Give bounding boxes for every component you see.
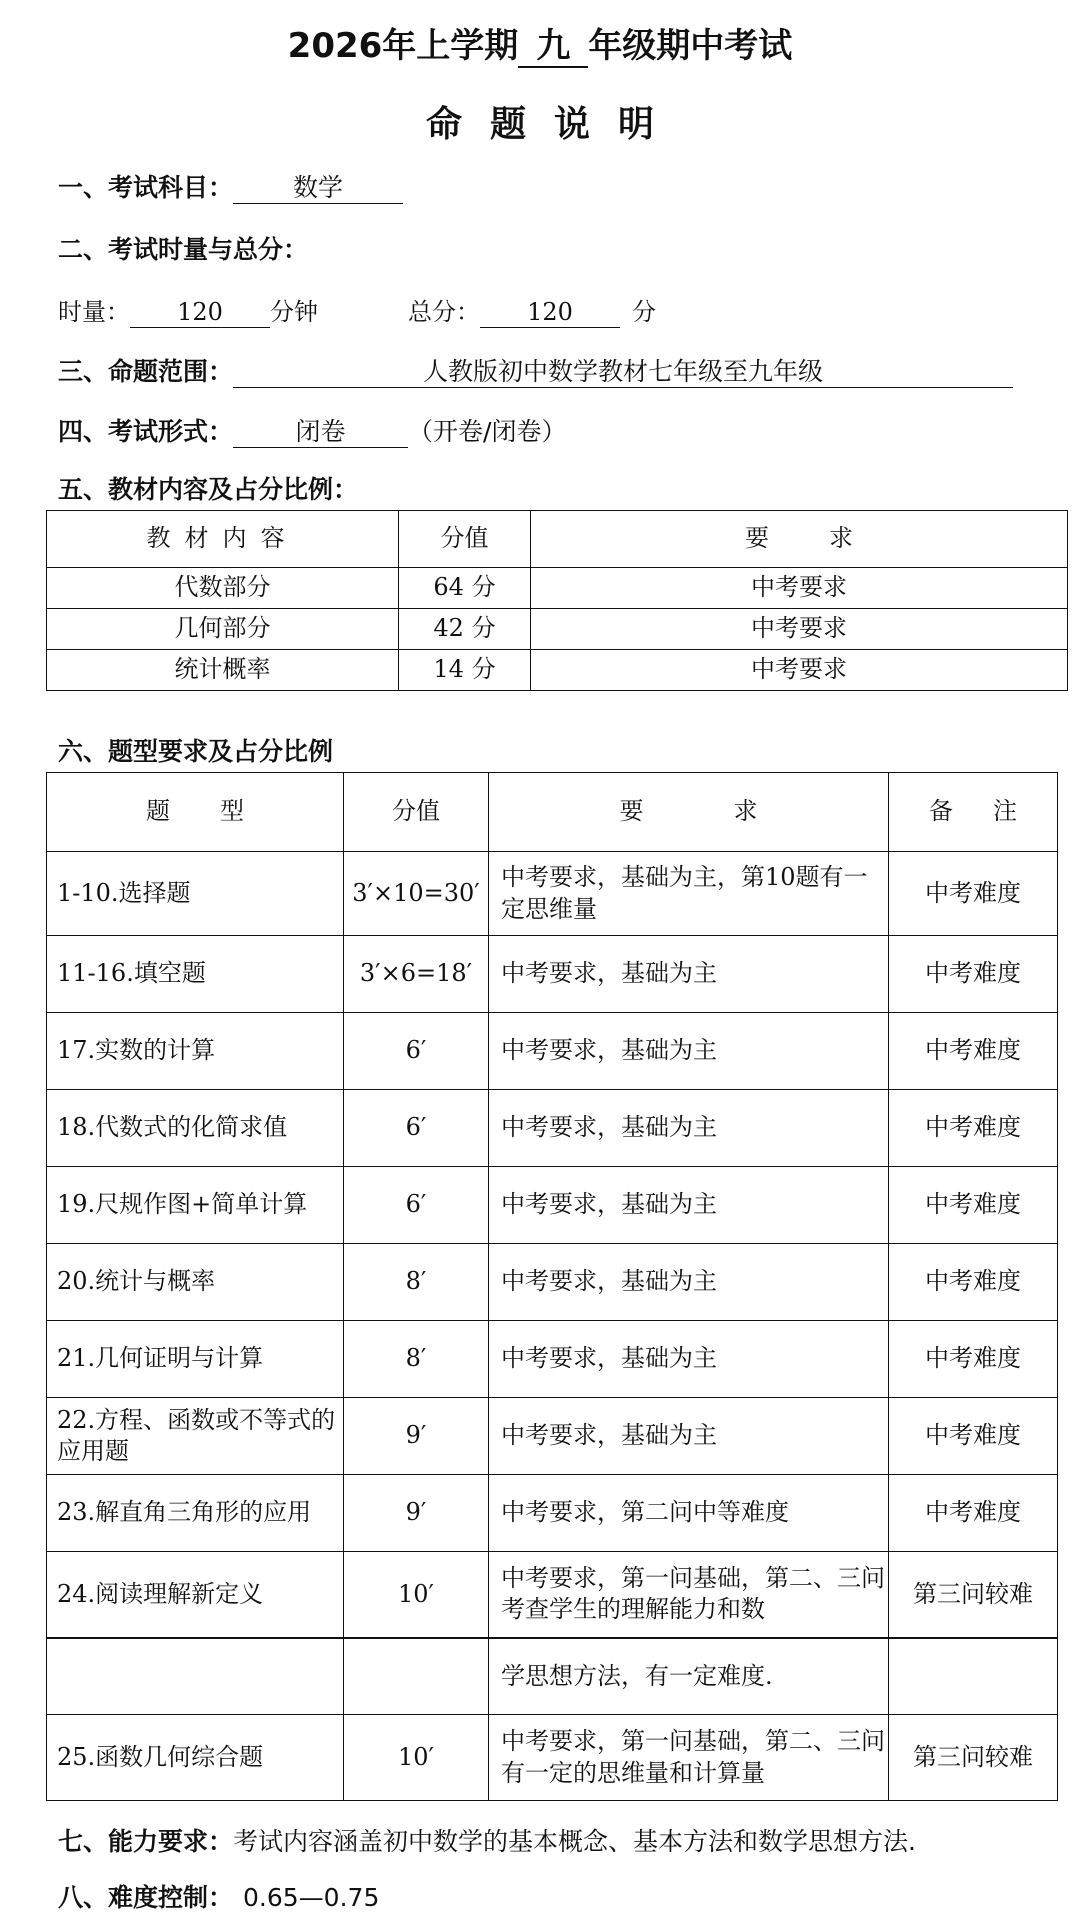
types-header-req: 要求 xyxy=(489,773,889,852)
score-cell: 9′ xyxy=(344,1475,489,1552)
type-cell: 20.统计与概率 xyxy=(47,1244,344,1321)
table-row xyxy=(47,1398,1058,1475)
note-cell: 中考难度 xyxy=(889,1013,1058,1090)
table-row xyxy=(47,1715,1058,1801)
section-difficulty-label: 八、难度控制： xyxy=(58,1883,234,1912)
type-cell: 17.实数的计算 xyxy=(47,1013,344,1090)
content-header-req: 要求 xyxy=(531,511,1068,568)
section-time-score-label: 二、考试时量与总分： xyxy=(58,235,309,264)
req-cell: 中考要求，基础为主 xyxy=(489,1398,889,1475)
content-table-header xyxy=(47,511,1068,568)
type-cell: 19.尺规作图+简单计算 xyxy=(47,1167,344,1244)
format-value: 闭卷 xyxy=(233,417,408,448)
format-options: （开卷/闭卷） xyxy=(408,417,567,446)
score-cell: 8′ xyxy=(344,1244,489,1321)
types-header-score: 分值 xyxy=(344,773,489,852)
document-subtitle: 命题说明 xyxy=(425,104,682,145)
table-row xyxy=(47,1013,1058,1090)
req-cell: 中考要求，基础为主 xyxy=(489,1167,889,1244)
table-row xyxy=(47,650,1068,691)
req-cell: 中考要求，基础为主 xyxy=(489,1244,889,1321)
score-cell: 9′ xyxy=(344,1398,489,1475)
table-row xyxy=(47,1167,1058,1244)
content-header-score: 分值 xyxy=(399,511,531,568)
req-cell: 中考要求，基础为主 xyxy=(489,1321,889,1398)
section-ability-label: 七、能力要求： xyxy=(58,1827,234,1856)
title-suffix: 年级期中考试 xyxy=(588,26,793,66)
types-header-type: 题型 xyxy=(47,773,344,852)
type-cell xyxy=(47,1638,344,1715)
question-type-table xyxy=(46,772,1058,1801)
title-prefix: 2026年上学期 xyxy=(287,26,519,66)
note-cell: 中考难度 xyxy=(889,936,1058,1013)
type-cell: 24.阅读理解新定义 xyxy=(47,1552,344,1638)
section-time-score xyxy=(58,292,656,328)
req-cell: 中考要求 xyxy=(531,568,1068,609)
req-cell: 中考要求，第二问中等难度 xyxy=(489,1475,889,1552)
type-cell: 22.方程、函数或不等式的应用题 xyxy=(47,1398,344,1475)
section-subject-label: 一、考试科目： xyxy=(58,173,234,202)
score-cell: 14 分 xyxy=(399,650,531,691)
type-cell: 25.函数几何综合题 xyxy=(47,1715,344,1801)
section-subject xyxy=(58,168,403,204)
note-cell: 中考难度 xyxy=(889,1244,1058,1321)
note-cell xyxy=(889,1638,1058,1715)
type-cell: 1-10.选择题 xyxy=(47,852,344,936)
scope-value: 人教版初中数学教材七年级至九年级 xyxy=(233,357,1013,388)
note-cell: 中考难度 xyxy=(889,1475,1058,1552)
req-cell: 中考要求，第一问基础，第二、三问有一定的思维量和计算量 xyxy=(489,1715,889,1801)
document-title xyxy=(0,18,1080,68)
content-table xyxy=(46,510,1068,691)
type-cell: 11-16.填空题 xyxy=(47,936,344,1013)
req-cell: 中考要求，基础为主 xyxy=(489,1013,889,1090)
score-cell: 6′ xyxy=(344,1090,489,1167)
score-cell: 64 分 xyxy=(399,568,531,609)
section-scope-label: 三、命题范围： xyxy=(58,357,234,386)
section-types-label: 六、题型要求及占分比例 xyxy=(58,737,334,766)
table-row xyxy=(47,568,1068,609)
score-cell: 6′ xyxy=(344,1013,489,1090)
score-value: 120 xyxy=(480,297,620,328)
ability-value: 考试内容涵盖初中数学的基本概念、基本方法和数学思想方法. xyxy=(233,1827,916,1856)
subject-value: 数学 xyxy=(233,173,403,204)
table-row xyxy=(47,852,1058,936)
time-unit: 分钟 xyxy=(270,298,318,326)
content-cell: 统计概率 xyxy=(47,650,399,691)
content-header-content: 教材内容 xyxy=(47,511,399,568)
table-row xyxy=(47,1244,1058,1321)
table-row xyxy=(47,936,1058,1013)
section-format-label: 四、考试形式： xyxy=(58,417,234,446)
note-cell: 中考难度 xyxy=(889,1090,1058,1167)
score-unit: 分 xyxy=(632,298,656,326)
section-ability xyxy=(58,1822,916,1858)
score-label: 总分： xyxy=(408,298,480,326)
table-row xyxy=(47,1321,1058,1398)
type-cell: 21.几何证明与计算 xyxy=(47,1321,344,1398)
note-cell: 第三问较难 xyxy=(889,1552,1058,1638)
time-label: 时量： xyxy=(58,298,130,326)
grade-fill: 九 xyxy=(518,26,588,68)
req-cell: 学思想方法，有一定难度. xyxy=(489,1638,889,1715)
score-cell: 42 分 xyxy=(399,609,531,650)
difficulty-value: 0.65—0.75 xyxy=(243,1883,380,1912)
note-cell: 中考难度 xyxy=(889,852,1058,936)
req-cell: 中考要求，第一问基础，第二、三问考查学生的理解能力和数 xyxy=(489,1552,889,1638)
note-cell: 中考难度 xyxy=(889,1398,1058,1475)
score-cell: 8′ xyxy=(344,1321,489,1398)
section-difficulty xyxy=(58,1878,379,1914)
note-cell: 中考难度 xyxy=(889,1167,1058,1244)
score-cell: 3′×6=18′ xyxy=(344,936,489,1013)
req-cell: 中考要求 xyxy=(531,609,1068,650)
score-cell: 6′ xyxy=(344,1167,489,1244)
req-cell: 中考要求，基础为主 xyxy=(489,1090,889,1167)
table-row xyxy=(47,1090,1058,1167)
score-cell: 10′ xyxy=(344,1715,489,1801)
types-header-note: 备注 xyxy=(889,773,1058,852)
content-cell: 代数部分 xyxy=(47,568,399,609)
section-content-label: 五、教材内容及占分比例： xyxy=(58,475,359,504)
type-cell: 23.解直角三角形的应用 xyxy=(47,1475,344,1552)
score-cell: 3′×10=30′ xyxy=(344,852,489,936)
section-format xyxy=(58,412,566,448)
score-cell xyxy=(344,1638,489,1715)
time-value: 120 xyxy=(130,297,270,328)
req-cell: 中考要求，基础为主 xyxy=(489,936,889,1013)
req-cell: 中考要求，基础为主，第10题有一定思维量 xyxy=(489,852,889,936)
table-row xyxy=(47,1475,1058,1552)
req-cell: 中考要求 xyxy=(531,650,1068,691)
type-cell: 18.代数式的化简求值 xyxy=(47,1090,344,1167)
types-table-header xyxy=(47,773,1058,852)
score-cell: 10′ xyxy=(344,1552,489,1638)
table-row xyxy=(47,1638,1058,1715)
content-cell: 几何部分 xyxy=(47,609,399,650)
section-scope xyxy=(58,352,1013,388)
note-cell: 第三问较难 xyxy=(889,1715,1058,1801)
note-cell: 中考难度 xyxy=(889,1321,1058,1398)
table-row xyxy=(47,609,1068,650)
table-row xyxy=(47,1552,1058,1638)
